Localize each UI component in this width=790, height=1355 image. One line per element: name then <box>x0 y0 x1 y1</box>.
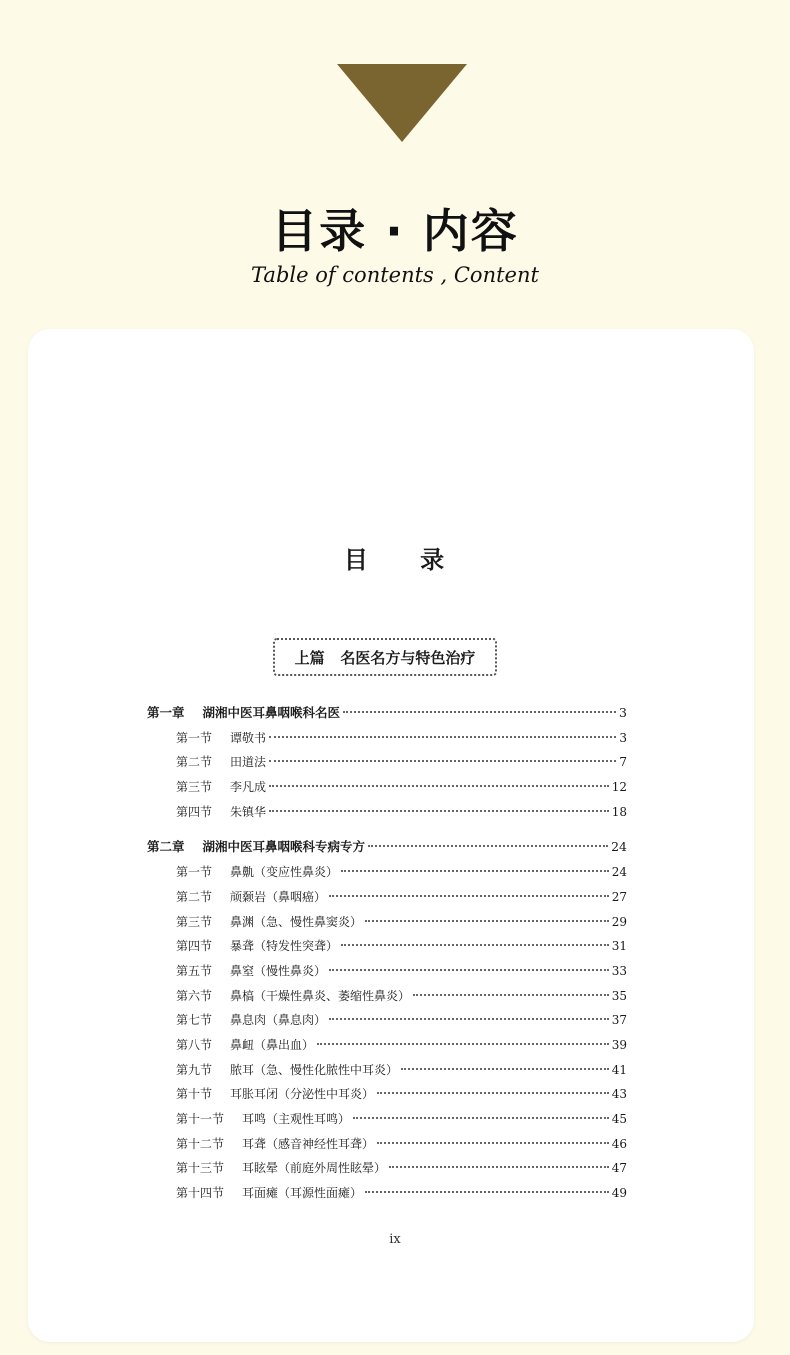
dot-leader <box>269 785 609 787</box>
dot-leader <box>341 944 609 946</box>
toc-section-row <box>147 750 627 775</box>
toc-chapter-row <box>147 701 627 726</box>
toc-entry-page: 46 <box>611 1136 627 1151</box>
header-subtitle: Table of contents , Content <box>251 263 539 287</box>
toc-entry-title: 鼻窒（慢性鼻炎） <box>230 963 327 978</box>
toc-entry-number: 第一节 <box>176 730 213 745</box>
toc-entry-title: 颃颡岩（鼻咽癌） <box>230 889 327 904</box>
toc-entry-page: 35 <box>611 988 627 1003</box>
toc-entry-number: 第十节 <box>176 1087 213 1102</box>
toc-entry-page: 33 <box>611 963 627 978</box>
toc-entry-page: 24 <box>611 839 627 855</box>
toc-entry-page: 27 <box>611 889 627 904</box>
toc-section-row <box>147 775 627 800</box>
toc-entry-page: 24 <box>611 865 627 880</box>
dot-leader <box>389 1166 609 1168</box>
toc-entry-title: 脓耳（急、慢性化脓性中耳炎） <box>230 1062 399 1077</box>
toc-section-row <box>147 1181 627 1206</box>
dot-leader <box>329 895 609 897</box>
toc-section-row <box>147 1107 627 1132</box>
toc-section-row <box>147 1132 627 1157</box>
dot-leader <box>377 1142 609 1144</box>
dot-leader <box>413 994 609 996</box>
toc-entry-page: 12 <box>611 780 627 795</box>
toc-section-row <box>147 984 627 1009</box>
toc-entry-number: 第一节 <box>176 865 213 880</box>
toc-section-row <box>147 800 627 825</box>
toc-chapter-row <box>147 835 627 860</box>
toc-section-row <box>147 1033 627 1058</box>
dot-leader <box>377 1092 609 1094</box>
toc-entry-title: 耳面瘫（耳源性面瘫） <box>242 1186 363 1201</box>
dot-leader <box>341 870 609 872</box>
toc-entry-title: 谭敬书 <box>230 730 267 745</box>
toc-entry-page: 49 <box>611 1186 627 1201</box>
toc-section-row <box>147 860 627 885</box>
toc-entry-page: 43 <box>611 1087 627 1102</box>
toc-entry-title: 耳鸣（主观性耳鸣） <box>242 1112 351 1126</box>
dot-leader <box>343 711 616 713</box>
toc-entry-title: 朱镇华 <box>230 804 267 819</box>
toc-entry-page: 3 <box>619 705 627 720</box>
toc-entry-title: 鼻鼽（变应性鼻炎） <box>230 865 339 880</box>
toc-entry-page: 18 <box>611 804 627 819</box>
dot-leader <box>269 810 609 812</box>
dot-leader <box>365 1191 609 1193</box>
toc-entry-page: 45 <box>611 1112 627 1126</box>
toc-entry-page: 41 <box>611 1062 627 1077</box>
toc-title: 目 录 <box>343 545 447 574</box>
dot-leader <box>329 1018 609 1020</box>
toc-entry-title: 湖湘中医耳鼻咽喉科名医 <box>202 705 341 720</box>
toc-entry-page: 7 <box>619 755 627 770</box>
table-of-contents <box>147 701 627 1206</box>
toc-entry-title: 鼻衄（鼻出血） <box>230 1037 315 1052</box>
toc-entry-page: 29 <box>611 914 627 929</box>
toc-entry-number: 第六节 <box>176 988 213 1003</box>
toc-entry-number: 第二节 <box>176 889 213 904</box>
toc-entry-title: 鼻槁（干燥性鼻炎、萎缩性鼻炎） <box>230 988 411 1003</box>
toc-entry-page: 39 <box>611 1037 627 1052</box>
toc-entry-page: 37 <box>611 1013 627 1028</box>
toc-entry-title: 湖湘中医耳鼻咽喉科专病专方 <box>202 839 366 855</box>
dot-leader <box>329 969 609 971</box>
toc-entry-title: 耳胀耳闭（分泌性中耳炎） <box>230 1087 375 1102</box>
down-triangle-icon <box>337 64 467 142</box>
toc-entry-title: 暴聋（特发性突聋） <box>230 939 339 954</box>
toc-entry-title: 鼻渊（急、慢性鼻窦炎） <box>230 914 363 929</box>
header-title: 目录 · 内容 <box>271 204 519 258</box>
toc-entry-number: 第十一节 <box>176 1112 225 1126</box>
toc-entry-number: 第十四节 <box>176 1186 225 1201</box>
part-heading-box: 上篇 名医名方与特色治疗 <box>273 638 497 676</box>
page-number: ix <box>389 1232 401 1247</box>
toc-entry-number: 第四节 <box>176 804 213 819</box>
toc-entry-page: 47 <box>611 1161 627 1176</box>
dot-leader <box>401 1068 609 1070</box>
toc-section-row <box>147 726 627 751</box>
toc-entry-title: 田道法 <box>230 755 267 770</box>
dot-leader <box>353 1117 609 1119</box>
toc-entry-number: 第一章 <box>147 705 185 720</box>
toc-entry-title: 耳眩晕（前庭外周性眩晕） <box>242 1161 387 1176</box>
toc-entry-page: 3 <box>619 730 627 745</box>
toc-entry-number: 第十二节 <box>176 1136 225 1151</box>
toc-section-row <box>147 1156 627 1181</box>
toc-entry-number: 第七节 <box>176 1013 213 1028</box>
toc-entry-title: 鼻息肉（鼻息肉） <box>230 1013 327 1028</box>
toc-entry-title: 李凡成 <box>230 780 267 795</box>
toc-section-row <box>147 1008 627 1033</box>
toc-entry-number: 第八节 <box>176 1037 213 1052</box>
toc-section-row <box>147 1082 627 1107</box>
dot-leader <box>365 920 609 922</box>
toc-entry-number: 第四节 <box>176 939 213 954</box>
dot-leader <box>317 1043 609 1045</box>
toc-entry-title: 耳聋（感音神经性耳聋） <box>242 1136 375 1151</box>
toc-section-row <box>147 959 627 984</box>
dot-leader <box>368 845 608 847</box>
dot-leader <box>269 736 616 738</box>
toc-entry-number: 第十三节 <box>176 1161 225 1176</box>
toc-entry-number: 第三节 <box>176 780 213 795</box>
toc-section-row <box>147 1058 627 1083</box>
toc-section-row <box>147 910 627 935</box>
dot-leader <box>269 760 616 762</box>
toc-section-row <box>147 885 627 910</box>
toc-entry-number: 第五节 <box>176 963 213 978</box>
toc-entry-number: 第九节 <box>176 1062 213 1077</box>
toc-section-row <box>147 934 627 959</box>
toc-entry-number: 第二节 <box>176 755 213 770</box>
toc-entry-number: 第三节 <box>176 914 213 929</box>
toc-entry-page: 31 <box>611 939 627 954</box>
toc-entry-number: 第二章 <box>147 839 185 855</box>
